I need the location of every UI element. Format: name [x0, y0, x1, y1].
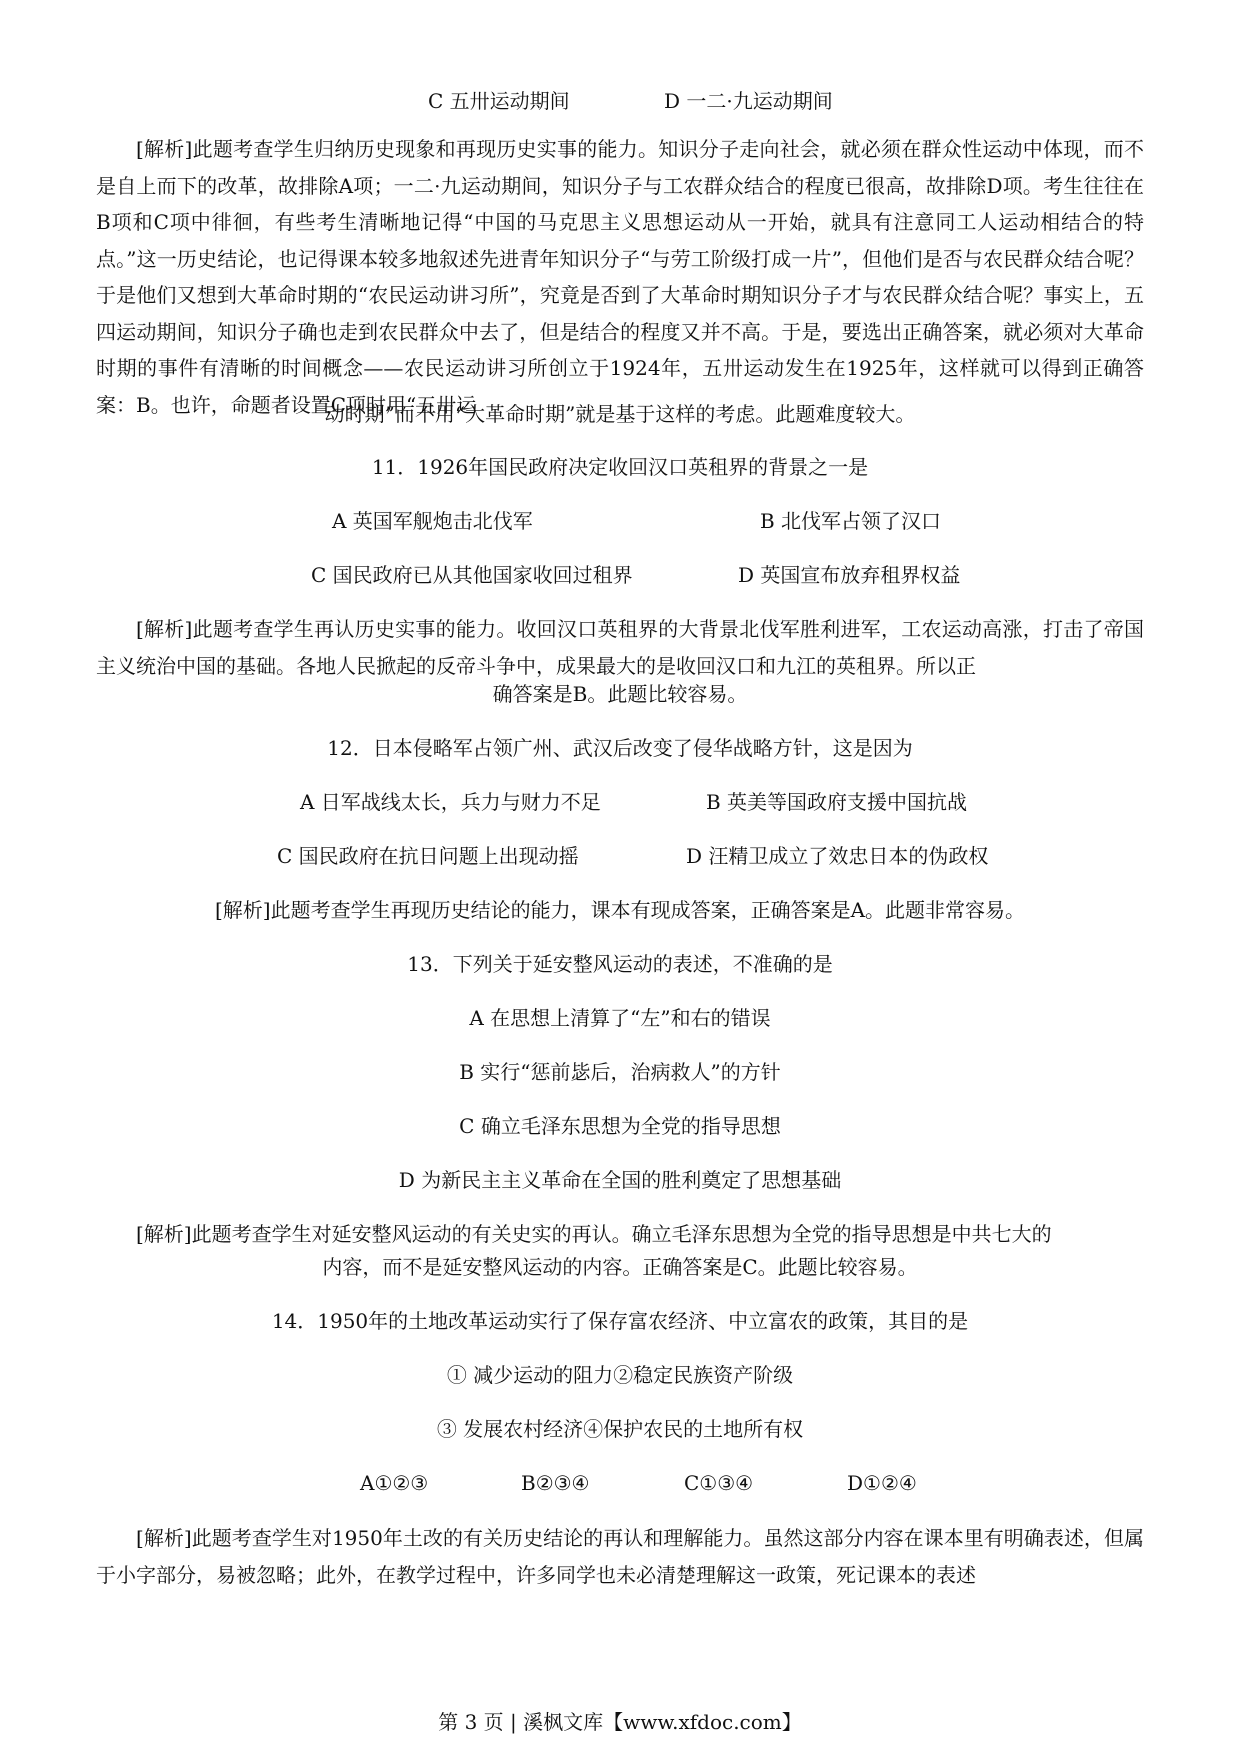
q10-analysis-tail: 动时期”而不用“大革命时期”就是基于这样的考虑。此题难度较大。 — [324, 402, 916, 426]
q13-option-b: B 实行“惩前毖后，治病救人”的方针 — [459, 1060, 781, 1084]
q13-option-c: C 确立毛泽东思想为全党的指导思想 — [459, 1114, 781, 1138]
q12-stem: 12．日本侵略军占领广州、武汉后改变了侵华战略方针，这是因为 — [327, 736, 913, 760]
q12-option-a: A 日军战线太长，兵力与财力不足 — [300, 790, 601, 814]
q11-stem: 11．1926年国民政府决定收回汉口英租界的背景之一是 — [371, 455, 869, 479]
q14-analysis: [解析]此题考查学生对1950年土改的有关历史结论的再认和理解能力。虽然这部分内容在课本里有明确表述，但属于小字部分，易被忽略；此外，在教学过程中，许多同学也未必清楚理解这一政策，死记课本的表述 — [96, 1526, 1144, 1587]
q14-option-b: B②③④ — [521, 1471, 590, 1495]
q12-analysis: [解析]此题考查学生再现历史结论的能力，课本有现成答案，正确答案是A。此题非常容易。 — [214, 898, 1026, 922]
q12-option-b: B 英美等国政府支援中国抗战 — [706, 790, 968, 814]
q13-stem: 13．下列关于延安整风运动的表述，不准确的是 — [407, 952, 833, 976]
q13-option-a: A 在思想上清算了“左”和右的错误 — [469, 1006, 771, 1030]
q13-analysis: [解析]此题考查学生对延安整风运动的有关史实的再认。确立毛泽东思想为全党的指导思想是中共七大的 — [136, 1222, 1052, 1246]
q11-analysis: [解析]此题考查学生再认历史实事的能力。收回汉口英租界的大背景北伐军胜利进军，工农运动高涨，打击了帝国主义统治中国的基础。各地人民掀起的反帝斗争中，成果最大的是收回汉口和九江的英租界。所以正 — [96, 617, 1144, 678]
page-footer: 第 3 页 | 溪枫文库【www.xfdoc.com】 — [438, 1710, 802, 1734]
q14-option-d: D①②④ — [847, 1471, 917, 1495]
q10-analysis: [解析]此题考查学生归纳历史现象和再现历史实事的能力。知识分子走向社会，就必须在群众性运动中体现，而不是自上而下的改革，故排除A项；一二·九运动期间，知识分子与工农群众结合的程度已很高，故排除D项。考生往往在B项和C项中徘徊，有些考生清晰地记得“中国的马克思主义思想运动从一开始，就具有注意同工人运动相结合的特点。”这一历史结论，也记得课本较多地叙述先进青年知识分子“与劳工阶级打成一片”，但他们是否与农民群众结合呢？于是他们又想到大革命时期的“农民运动讲习所”，究竟是否到了大革命时期知识分子才与农民群众结合呢？事实上，五四运动期间，知识分子确也走到农民群众中去了，但是结合的程度又并不高。于是，要选出正确答案，就必须对大革命时期的事件有清晰的时间概念——农民运动讲习所创立于1924年，五卅运动发生在1925年，这样就可以得到正确答案：B。也许，命题者设置C项时用“五卅运 — [96, 137, 1144, 417]
q11-option-a: A 英国军舰炮击北伐军 — [332, 509, 533, 533]
q14-items-line2: ③ 发展农村经济④保护农民的土地所有权 — [436, 1417, 804, 1441]
q14-items-line1: ① 减少运动的阻力②稳定民族资产阶级 — [446, 1363, 794, 1387]
q11-option-c: C 国民政府已从其他国家收回过租界 — [311, 563, 633, 587]
q11-option-d: D 英国宣布放弃租界权益 — [738, 563, 961, 587]
q14-option-a: A①②③ — [360, 1471, 429, 1495]
q13-analysis-tail: 内容，而不是延安整风运动的内容。正确答案是C。此题比较容易。 — [322, 1255, 918, 1279]
q10-option-c: C 五卅运动期间 — [428, 89, 570, 113]
q13-option-d: D 为新民主主义革命在全国的胜利奠定了思想基础 — [398, 1168, 842, 1192]
q12-option-d: D 汪精卫成立了效忠日本的伪政权 — [686, 844, 989, 868]
q10-option-d: D 一二·九运动期间 — [664, 89, 833, 113]
q11-option-b: B 北伐军占领了汉口 — [760, 509, 942, 533]
q14-stem: 14．1950年的土地改革运动实行了保存富农经济、中立富农的政策，其目的是 — [271, 1309, 969, 1333]
q11-analysis-tail: 确答案是B。此题比较容易。 — [492, 682, 748, 706]
q14-option-c: C①③④ — [684, 1471, 754, 1495]
q12-option-c: C 国民政府在抗日问题上出现动摇 — [277, 844, 579, 868]
